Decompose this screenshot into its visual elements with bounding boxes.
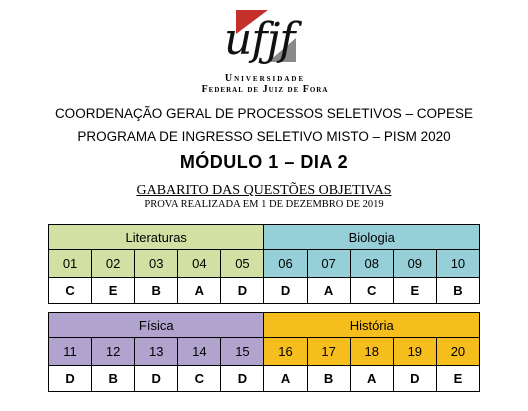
answer-cell: C xyxy=(350,278,393,304)
answer-cell: D xyxy=(264,278,307,304)
answer-cell: A xyxy=(307,278,350,304)
question-number: 04 xyxy=(178,250,221,278)
question-number: 03 xyxy=(135,250,178,278)
answer-cell: E xyxy=(393,278,436,304)
answer-cell: B xyxy=(92,366,135,392)
question-number: 13 xyxy=(135,338,178,366)
question-number: 11 xyxy=(49,338,92,366)
question-number: 17 xyxy=(307,338,350,366)
answer-cell: A xyxy=(264,366,307,392)
answer-table-2 xyxy=(48,312,480,392)
subject-header: Física xyxy=(49,313,264,338)
question-number-row xyxy=(49,338,480,366)
subject-row xyxy=(49,313,480,338)
answer-cell: B xyxy=(436,278,479,304)
answer-cell: C xyxy=(49,278,92,304)
answer-cell: B xyxy=(307,366,350,392)
page-title: MÓDULO 1 – DIA 2 xyxy=(179,152,349,172)
subject-header: História xyxy=(264,313,480,338)
question-number: 12 xyxy=(92,338,135,366)
subject-header: Biologia xyxy=(264,225,480,250)
question-number: 20 xyxy=(436,338,479,366)
question-number: 09 xyxy=(393,250,436,278)
answer-cell: D xyxy=(221,278,264,304)
question-number: 16 xyxy=(264,338,307,366)
exam-date-line: PROVA REALIZADA EM 1 DE DEZEMBRO DE 2019 xyxy=(144,199,384,210)
answer-row xyxy=(49,278,480,304)
ufjf-logo xyxy=(201,4,329,95)
logo-federal-line: Federal de Juiz de Fora xyxy=(201,84,329,95)
question-number: 01 xyxy=(49,250,92,278)
answer-cell: C xyxy=(178,366,221,392)
question-number: 19 xyxy=(393,338,436,366)
question-number: 10 xyxy=(436,250,479,278)
subject-header: Literaturas xyxy=(49,225,264,250)
question-number: 08 xyxy=(350,250,393,278)
answer-key-heading: GABARITO DAS QUESTÕES OBJETIVAS xyxy=(136,183,392,198)
answer-cell: D xyxy=(135,366,178,392)
question-number: 06 xyxy=(264,250,307,278)
question-number: 05 xyxy=(221,250,264,278)
logo-university-line: Universidade xyxy=(224,73,306,84)
answer-cell: D xyxy=(393,366,436,392)
answer-cell: A xyxy=(350,366,393,392)
question-number: 07 xyxy=(307,250,350,278)
answer-row xyxy=(49,366,480,392)
header-coordination: COORDENAÇÃO GERAL DE PROCESSOS SELETIVOS – COPESE xyxy=(54,106,474,121)
question-number: 15 xyxy=(221,338,264,366)
question-number: 02 xyxy=(92,250,135,278)
question-number-row xyxy=(49,250,480,278)
answer-cell: A xyxy=(178,278,221,304)
question-number: 18 xyxy=(350,338,393,366)
subject-row xyxy=(49,225,480,250)
answer-cell: B xyxy=(135,278,178,304)
answer-cell: E xyxy=(92,278,135,304)
question-number: 14 xyxy=(178,338,221,366)
answer-cell: E xyxy=(436,366,479,392)
answer-table-1 xyxy=(48,224,480,304)
header-program: PROGRAMA DE INGRESSO SELETIVO MISTO – PISM 2020 xyxy=(77,129,451,144)
answer-cell: D xyxy=(221,366,264,392)
answer-cell: D xyxy=(49,366,92,392)
logo-wordmark: ufjf xyxy=(224,14,295,65)
